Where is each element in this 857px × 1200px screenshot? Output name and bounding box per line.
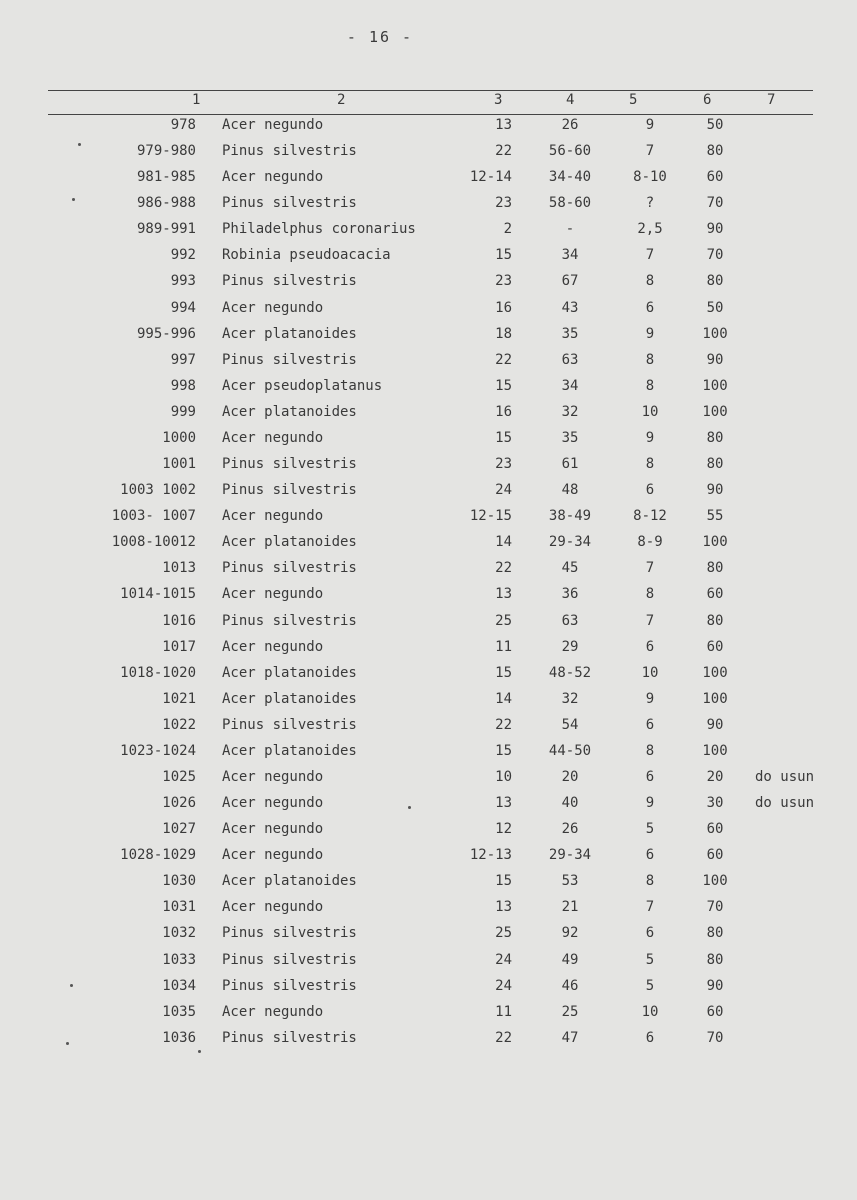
cell-health: 50 [706,117,724,133]
header-col-1: 1 [192,92,201,108]
table-row [0,613,857,635]
ink-speck [70,984,73,987]
cell-height: 16 [495,299,512,316]
table-row [0,586,857,608]
cell-number: 1032 [162,925,196,942]
table-row [0,847,857,869]
table-row [0,404,857,426]
cell-height: 12-13 [469,847,512,864]
cell-species: Pinus silvestris [222,273,357,290]
header-col-3: 3 [494,92,503,108]
cell-health: 80 [706,951,724,968]
cell-number: 1026 [162,795,196,812]
cell-health: 60 [706,1003,724,1020]
header-col-6: 6 [703,92,712,108]
cell-diameter: 29-34 [548,847,592,864]
cell-crown: 10 [641,403,659,420]
table-row [0,821,857,843]
cell-diameter: 32 [561,403,579,420]
cell-diameter: 58-60 [548,195,592,212]
cell-health: 80 [706,560,724,577]
cell-number: 1003- 1007 [111,508,196,525]
cell-species: Acer pseudoplatanus [222,377,383,394]
cell-crown: 9 [645,795,655,812]
ink-speck [198,1050,201,1053]
table-row [0,665,857,687]
cell-crown: 8 [645,273,655,290]
cell-height: 13 [495,586,512,603]
cell-health: 80 [706,612,724,629]
cell-species: Pinus silvestris [222,195,357,212]
table-row [0,1004,857,1026]
table-row [0,508,857,530]
cell-height: 11 [495,1003,512,1020]
cell-species: Acer platanoides [222,690,357,707]
cell-species: Acer platanoides [222,325,357,342]
cell-crown: 7 [645,612,655,629]
cell-height: 25 [495,925,512,942]
cell-number: 992 [170,247,196,264]
cell-species: Acer platanoides [222,534,357,551]
cell-species: Pinus silvestris [222,143,357,160]
cell-crown: 6 [645,299,655,316]
cell-species: Pinus silvestris [222,351,357,368]
cell-number: 1033 [162,951,196,968]
cell-number: 1000 [162,429,196,446]
cell-diameter: 38-49 [548,508,592,525]
cell-species: Acer negundo [222,508,324,525]
cell-height: 25 [495,612,512,629]
cell-diameter: 46 [561,977,579,994]
table-row [0,743,857,765]
header-col-2: 2 [337,92,346,108]
table-row [0,1030,857,1052]
cell-crown: 5 [645,821,655,838]
cell-crown: 6 [645,769,655,785]
cell-crown: 6 [645,847,655,864]
table-row [0,456,857,478]
header-col-5: 5 [629,92,638,108]
cell-height: 15 [495,742,512,759]
cell-species: Acer negundo [222,299,324,316]
table-row [0,430,857,452]
cell-species: Acer negundo [222,795,324,812]
table-row [0,899,857,921]
cell-species: Acer negundo [222,899,324,916]
cell-height: 13 [495,899,512,916]
cell-diameter: 63 [561,612,579,629]
cell-crown: 5 [645,977,655,994]
cell-diameter: 34 [561,247,579,264]
cell-species: Acer platanoides [222,742,357,759]
table-row [0,143,857,165]
cell-crown: ? [645,195,655,212]
cell-crown: 9 [645,690,655,707]
header-col-4: 4 [566,92,575,108]
cell-diameter: 44-50 [548,742,592,759]
cell-height: 12 [495,821,512,838]
cell-height: 22 [495,1029,512,1046]
cell-diameter: 20 [561,769,579,785]
ink-speck [408,806,411,809]
cell-number: 999 [170,403,196,420]
cell-height: 22 [495,351,512,368]
cell-health: 100 [702,690,728,707]
cell-diameter: 34-40 [548,169,592,186]
cell-number: 1021 [162,690,196,707]
cell-diameter: 25 [561,1003,579,1020]
cell-crown: 8 [645,586,655,603]
cell-diameter: 40 [561,795,579,812]
cell-species: Pinus silvestris [222,716,357,733]
cell-number: 997 [170,351,196,368]
cell-species: Acer platanoides [222,664,357,681]
cell-height: 23 [495,273,512,290]
table-row [0,273,857,295]
cell-crown: 8 [645,377,655,394]
table-header-rule [48,114,813,115]
cell-species: Acer negundo [222,847,324,864]
cell-crown: 6 [645,482,655,499]
cell-height: 13 [495,795,512,812]
ink-speck [78,143,81,146]
table-row [0,717,857,739]
cell-diameter: 43 [561,299,579,316]
cell-diameter: 63 [561,351,579,368]
cell-height: 24 [495,482,512,499]
cell-crown: 2,5 [637,221,663,238]
cell-diameter: 26 [561,821,579,838]
cell-crown: 8 [645,742,655,759]
cell-crown: 8 [645,456,655,473]
cell-diameter: 35 [561,325,579,342]
cell-crown: 6 [645,1029,655,1046]
cell-height: 23 [495,195,512,212]
cell-health: 20 [706,769,724,785]
cell-health: 70 [706,195,724,212]
cell-height: 22 [495,560,512,577]
cell-number: 1023-1024 [120,742,196,759]
cell-number: 979-980 [136,143,196,160]
cell-health: 80 [706,143,724,160]
cell-note: do usun [755,795,815,812]
table-row [0,300,857,322]
cell-species: Acer negundo [222,769,324,785]
cell-crown: 5 [645,951,655,968]
cell-diameter: 92 [561,925,579,942]
cell-species: Pinus silvestris [222,560,357,577]
cell-species: Acer platanoides [222,873,357,890]
cell-number: 1035 [162,1003,196,1020]
cell-species: Pinus silvestris [222,951,357,968]
cell-diameter: 61 [561,456,579,473]
table-row [0,326,857,348]
cell-height: 22 [495,143,512,160]
cell-crown: 6 [645,638,655,655]
table-row [0,247,857,269]
table-row [0,925,857,947]
cell-height: 13 [495,117,512,133]
cell-diameter: - [565,221,575,238]
cell-diameter: 34 [561,377,579,394]
table-row [0,169,857,191]
cell-species: Acer negundo [222,169,324,186]
cell-height: 15 [495,377,512,394]
cell-diameter: 32 [561,690,579,707]
cell-number: 978 [170,117,196,133]
cell-health: 30 [706,795,724,812]
cell-diameter: 48 [561,482,579,499]
table-row [0,378,857,400]
cell-health: 80 [706,429,724,446]
cell-number: 1027 [162,821,196,838]
cell-health: 80 [706,456,724,473]
cell-crown: 9 [645,325,655,342]
cell-height: 16 [495,403,512,420]
cell-number: 1003 1002 [120,482,196,499]
cell-diameter: 29 [561,638,579,655]
cell-height: 12-15 [469,508,512,525]
cell-health: 90 [706,977,724,994]
cell-height: 24 [495,977,512,994]
cell-health: 80 [706,925,724,942]
cell-species: Acer negundo [222,638,324,655]
table-row [0,482,857,504]
cell-crown: 8 [645,873,655,890]
cell-height: 23 [495,456,512,473]
table-row [0,534,857,556]
cell-species: Acer platanoides [222,403,357,420]
cell-number: 1031 [162,899,196,916]
cell-health: 100 [702,873,728,890]
cell-diameter: 67 [561,273,579,290]
table-row [0,639,857,661]
table-row [0,691,857,713]
cell-health: 90 [706,716,724,733]
cell-crown: 8-10 [633,169,667,186]
cell-species: Pinus silvestris [222,977,357,994]
cell-diameter: 54 [561,716,579,733]
table-row [0,221,857,243]
cell-number: 1025 [162,769,196,785]
cell-health: 90 [706,482,724,499]
ink-speck [66,1042,69,1045]
cell-diameter: 49 [561,951,579,968]
cell-height: 2 [503,221,512,238]
cell-crown: 7 [645,143,655,160]
table-row [0,195,857,217]
cell-diameter: 47 [561,1029,579,1046]
cell-health: 100 [702,742,728,759]
table-row [0,873,857,895]
table-row [0,769,857,791]
cell-diameter: 21 [561,899,579,916]
cell-health: 70 [706,899,724,916]
cell-health: 60 [706,169,724,186]
table-row [0,560,857,582]
cell-species: Pinus silvestris [222,925,357,942]
cell-crown: 9 [645,429,655,446]
cell-health: 100 [702,534,728,551]
cell-number: 1017 [162,638,196,655]
cell-species: Philadelphus coronarius [222,221,416,238]
cell-diameter: 29-34 [548,534,592,551]
cell-crown: 8 [645,351,655,368]
cell-crown: 7 [645,560,655,577]
cell-height: 22 [495,716,512,733]
cell-height: 24 [495,951,512,968]
cell-species: Acer negundo [222,1003,324,1020]
cell-species: Acer negundo [222,117,324,133]
cell-number: 1001 [162,456,196,473]
cell-crown: 9 [645,117,655,133]
cell-number: 994 [170,299,196,316]
cell-number: 981-985 [136,169,196,186]
cell-number: 1030 [162,873,196,890]
table-row [0,978,857,1000]
cell-health: 70 [706,1029,724,1046]
cell-species: Acer negundo [222,821,324,838]
cell-crown: 7 [645,247,655,264]
cell-species: Pinus silvestris [222,456,357,473]
cell-diameter: 48-52 [548,664,592,681]
cell-crown: 10 [641,1003,659,1020]
cell-height: 14 [495,534,512,551]
cell-height: 15 [495,664,512,681]
cell-number: 1028-1029 [120,847,196,864]
cell-number: 1034 [162,977,196,994]
cell-health: 70 [706,247,724,264]
cell-diameter: 56-60 [548,143,592,160]
table-top-rule [48,90,813,91]
header-col-7: 7 [767,92,776,108]
cell-number: 986-988 [136,195,196,212]
cell-number: 1016 [162,612,196,629]
table-row [0,352,857,374]
cell-height: 18 [495,325,512,342]
cell-number: 998 [170,377,196,394]
cell-diameter: 26 [561,117,579,133]
cell-height: 12-14 [469,169,512,186]
cell-species: Pinus silvestris [222,1029,357,1046]
cell-height: 15 [495,873,512,890]
cell-crown: 10 [641,664,659,681]
cell-height: 11 [495,638,512,655]
cell-health: 60 [706,638,724,655]
cell-health: 100 [702,403,728,420]
ink-speck [72,198,75,201]
cell-number: 1013 [162,560,196,577]
cell-height: 14 [495,690,512,707]
cell-crown: 7 [645,899,655,916]
cell-species: Acer negundo [222,586,324,603]
cell-species: Robinia pseudoacacia [222,247,391,264]
cell-health: 50 [706,299,724,316]
cell-diameter: 35 [561,429,579,446]
cell-species: Pinus silvestris [222,482,357,499]
cell-health: 100 [702,377,728,394]
table-row [0,952,857,974]
cell-number: 1036 [162,1029,196,1046]
cell-number: 995-996 [136,325,196,342]
cell-number: 1018-1020 [120,664,196,681]
page-number: - 16 - [346,28,414,46]
cell-crown: 8-12 [633,508,667,525]
cell-height: 10 [495,769,512,785]
cell-height: 15 [495,429,512,446]
cell-health: 100 [702,325,728,342]
cell-diameter: 36 [561,586,579,603]
cell-number: 989-991 [136,221,196,238]
cell-crown: 6 [645,716,655,733]
cell-health: 60 [706,821,724,838]
cell-health: 55 [706,508,724,525]
cell-crown: 6 [645,925,655,942]
cell-health: 60 [706,847,724,864]
cell-height: 15 [495,247,512,264]
cell-species: Pinus silvestris [222,612,357,629]
cell-crown: 8-9 [637,534,663,551]
table-row [0,795,857,817]
cell-number: 993 [170,273,196,290]
cell-number: 1014-1015 [120,586,196,603]
cell-health: 90 [706,351,724,368]
cell-health: 100 [702,664,728,681]
cell-number: 1022 [162,716,196,733]
cell-note: do usun [755,769,815,785]
cell-health: 90 [706,221,724,238]
table-row [0,117,857,139]
cell-number: 1008-10012 [111,534,196,551]
cell-diameter: 53 [561,873,579,890]
cell-health: 80 [706,273,724,290]
cell-health: 60 [706,586,724,603]
cell-species: Acer negundo [222,429,324,446]
cell-diameter: 45 [561,560,579,577]
